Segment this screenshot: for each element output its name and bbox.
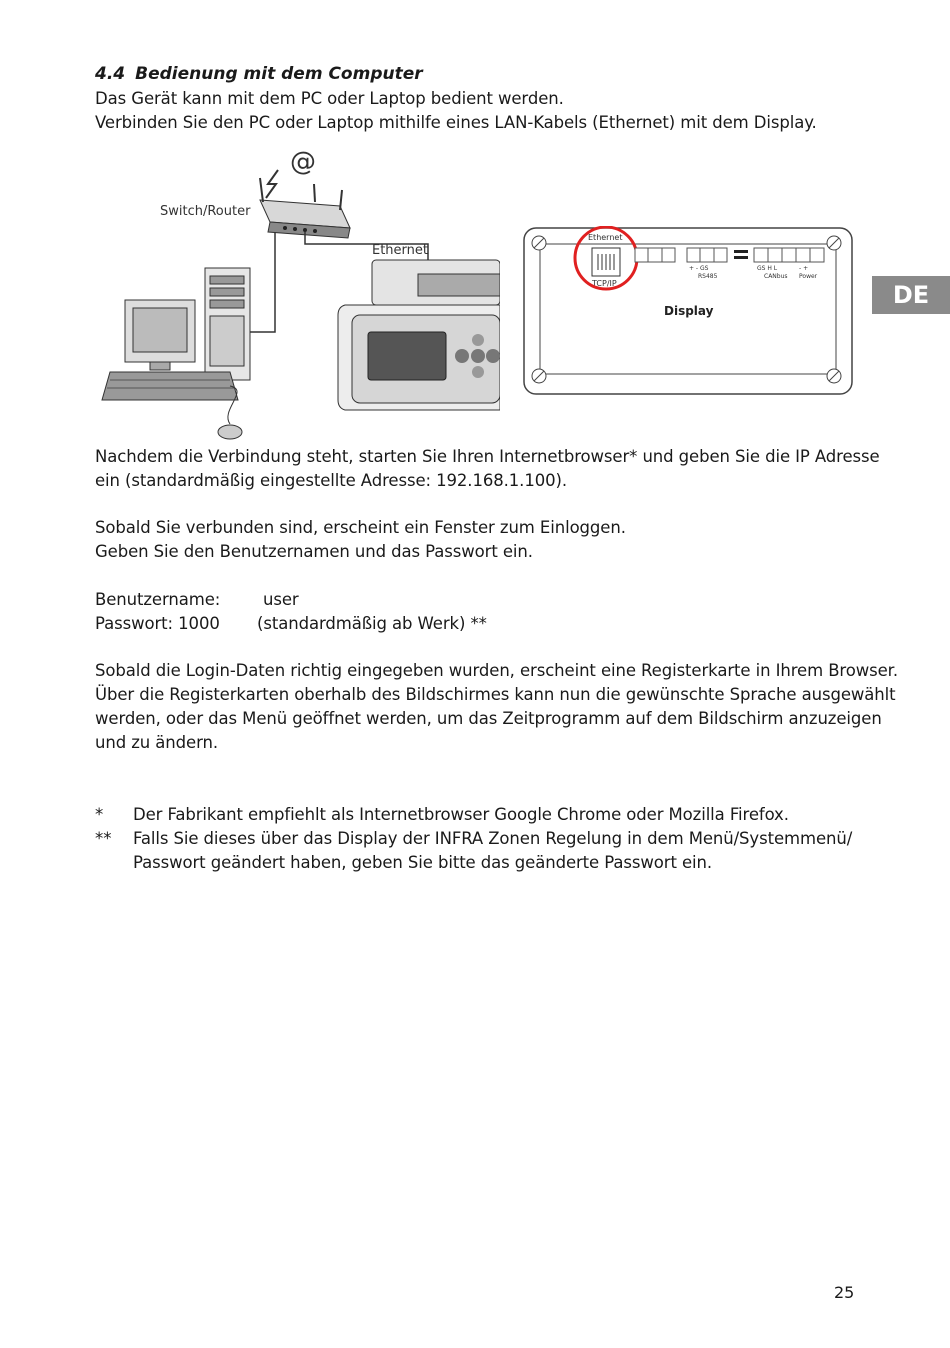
paragraph2-line-2: Geben Sie den Benutzernamen und das Passwort ein.: [95, 542, 533, 561]
paragraph3-line-2: Über die Registerkarten oberhalb des Bildschirmes kann nun die gewünschte Sprache ausgewählt: [95, 685, 896, 704]
ethernet-cable-label: Ethernet: [372, 243, 428, 258]
rs485-pins: + - GS: [689, 265, 709, 272]
footnote-2-line-2: Passwort geändert haben, geben Sie bitte das geänderte Passwort ein.: [133, 853, 712, 872]
username-value: user: [263, 590, 299, 609]
paragraph1-line-1: Nachdem die Verbindung steht, starten Sie Ihren Internetbrowser* und geben Sie die IP Adresse: [95, 447, 880, 466]
pc-tower-icon: [205, 268, 250, 380]
power-pins: - +: [799, 265, 809, 272]
terminal-block-canbus-power: [754, 248, 824, 262]
paragraph3-line-1: Sobald die Login-Daten richtig eingegeben wurden, erscheint eine Registerkarte in Ihrem Browser.: [95, 661, 898, 680]
password-row: [95, 614, 487, 633]
terminal-block-1: [635, 248, 675, 262]
paragraph1-line-2: ein (standardmäßig eingestellte Adresse: 192.168.1.100).: [95, 471, 567, 490]
display-device-icon: [338, 260, 500, 410]
canbus-label: CANbus: [764, 273, 788, 280]
username-label: Benutzername:: [95, 590, 221, 609]
tcpip-label: TCP/IP: [592, 279, 617, 288]
paragraph3-line-4: und zu ändern.: [95, 733, 218, 752]
wireless-bolt-icon: [266, 170, 278, 198]
panel-ethernet-label: Ethernet: [588, 233, 623, 242]
paragraph2-line-1: Sobald Sie verbunden sind, erscheint ein Fenster zum Einloggen.: [95, 518, 626, 537]
section-title: Bedienung mit dem Computer: [135, 64, 423, 84]
intro-line-2: Verbinden Sie den PC oder Laptop mithilfe eines LAN-Kabels (Ethernet) mit dem Display.: [95, 113, 817, 132]
password-label: Passwort: 1000: [95, 614, 220, 633]
panel-display-label: Display: [664, 304, 714, 318]
language-tab-de: DE: [872, 276, 950, 314]
username-row: [95, 590, 299, 609]
footnote-2-mark: **: [95, 829, 112, 848]
connector-panel-diagram: [522, 226, 854, 396]
keyboard-icon: [102, 372, 238, 400]
paragraph3-line-3: werden, oder das Menü geöffnet werden, um das Zeitprogramm auf dem Bildschirm anzuzeigen: [95, 709, 882, 728]
section-heading: [95, 64, 423, 84]
section-number: 4.4: [95, 64, 126, 84]
footnote-2-line-1: Falls Sie dieses über das Display der INFRA Zonen Regelung in dem Menü/Systemmenü/: [133, 829, 853, 848]
password-note: (standardmäßig ab Werk) **: [257, 614, 487, 633]
mouse-icon: [218, 425, 242, 439]
canbus-pins: GS H L: [757, 265, 778, 272]
equals-mark: [734, 250, 748, 253]
monitor-icon: [125, 300, 195, 370]
terminal-block-rs485: [687, 248, 727, 262]
rs485-label: RS485: [698, 273, 718, 280]
connection-illustration: [100, 140, 500, 445]
intro-line-1: Das Gerät kann mit dem PC oder Laptop bedient werden.: [95, 89, 564, 108]
power-label: Power: [799, 273, 818, 280]
switch-router-label: Switch/Router: [160, 204, 251, 219]
footnote-1-mark: *: [95, 805, 104, 824]
page-number: 25: [834, 1283, 855, 1302]
at-symbol: @: [290, 147, 316, 177]
footnote-1-line-1: Der Fabrikant empfiehlt als Internetbrowser Google Chrome oder Mozilla Firefox.: [133, 805, 789, 824]
